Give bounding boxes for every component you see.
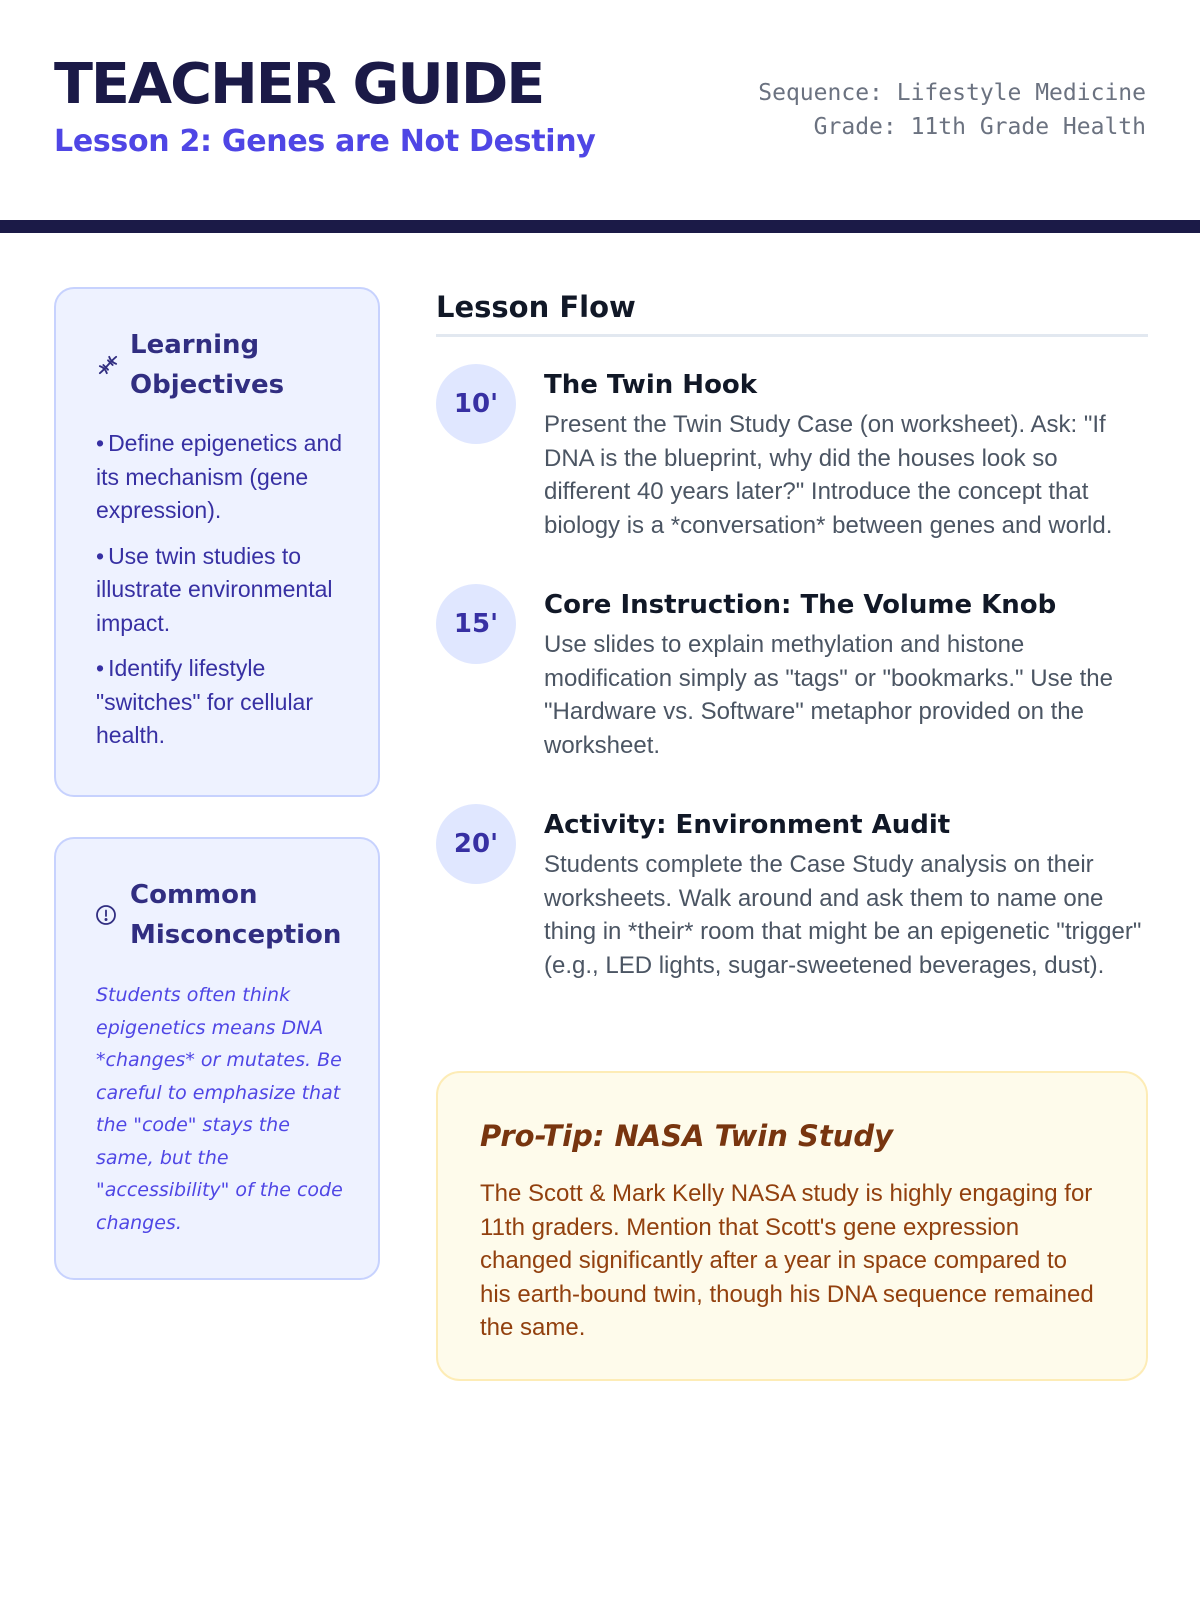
step-description: Use slides to explain methylation and histone modification simply as "tags" or "bookmarks." Use the "Hardware vs. Software" metaphor provided on the worksheet. — [544, 631, 1113, 759]
step-title: The Twin Hook — [544, 370, 758, 400]
lesson-meta — [758, 76, 1146, 144]
misconception-title: Common Misconception — [130, 880, 342, 950]
pro-tip-box — [436, 1071, 1148, 1381]
learning-objectives-title: Learning Objectives — [130, 330, 285, 400]
bullet: • — [96, 542, 105, 569]
pro-tip-text: The Scott & Mark Kelly NASA study is highly engaging for 11th graders. Mention that Scott's gene expression changed significantly after a year in space compared to his earth-bound twin, though his DNA sequence remained the same. — [480, 1180, 1094, 1341]
list-item — [96, 427, 354, 528]
lesson-subtitle: Lesson 2: Genes are Not Destiny — [54, 124, 596, 159]
learning-objectives-card — [54, 287, 380, 797]
lesson-step — [436, 804, 1148, 1034]
page-header — [0, 0, 1200, 222]
grade-label: Grade: 11th Grade Health — [813, 114, 1146, 140]
bullet: • — [96, 655, 105, 681]
dna-icon — [94, 351, 122, 379]
time-badge: 15' — [436, 584, 516, 664]
step-description: Students complete the Case Study analysis on their worksheets. Walk around and ask them to name one thing in *their* room that might be an epigenetic "trigger" (e.g., LED lights, sugar-sweetened beverages, dust). — [544, 851, 1142, 979]
pro-tip-title: Pro-Tip: NASA Twin Study — [480, 1119, 893, 1153]
objective-text: Define epigenetics and its mechanism (gene expression). — [96, 430, 343, 523]
time-badge: 10' — [436, 364, 516, 444]
objective-text: Use twin studies to illustrate environmental impact. — [96, 542, 333, 636]
step-title: Activity: Environment Audit — [544, 810, 951, 840]
objective-text: Identify lifestyle "switches" for cellular health. — [96, 655, 314, 748]
bullet: • — [96, 430, 105, 456]
sequence-label: Sequence: Lifestyle Medicine — [758, 80, 1146, 106]
misconception-card — [54, 837, 380, 1280]
lesson-step — [436, 584, 1148, 774]
lesson-flow-title: Lesson Flow — [436, 290, 636, 324]
misconception-header — [94, 875, 378, 955]
misconception-text: Students often think epigenetics means DNA *changes* or mutates. Be careful to emphasize that the "code" stays the same, but the "accessibility" of the code changes. — [96, 984, 343, 1234]
list-item — [96, 540, 354, 641]
header-divider — [0, 220, 1200, 233]
alert-circle-icon — [94, 903, 118, 927]
step-description: Present the Twin Study Case (on worksheet). Ask: "If DNA is the blueprint, why did the houses look so different 40 years later?" Introduce the concept that biology is a *conversation* between genes and world. — [544, 411, 1113, 539]
page-title: TEACHER GUIDE — [54, 52, 544, 117]
list-item — [96, 652, 354, 753]
time-badge: 20' — [436, 804, 516, 884]
step-title: Core Instruction: The Volume Knob — [544, 590, 1057, 620]
learning-objectives-header — [94, 325, 378, 405]
objectives-list — [96, 427, 354, 765]
lesson-step — [436, 364, 1148, 554]
lesson-flow-divider — [436, 334, 1148, 337]
